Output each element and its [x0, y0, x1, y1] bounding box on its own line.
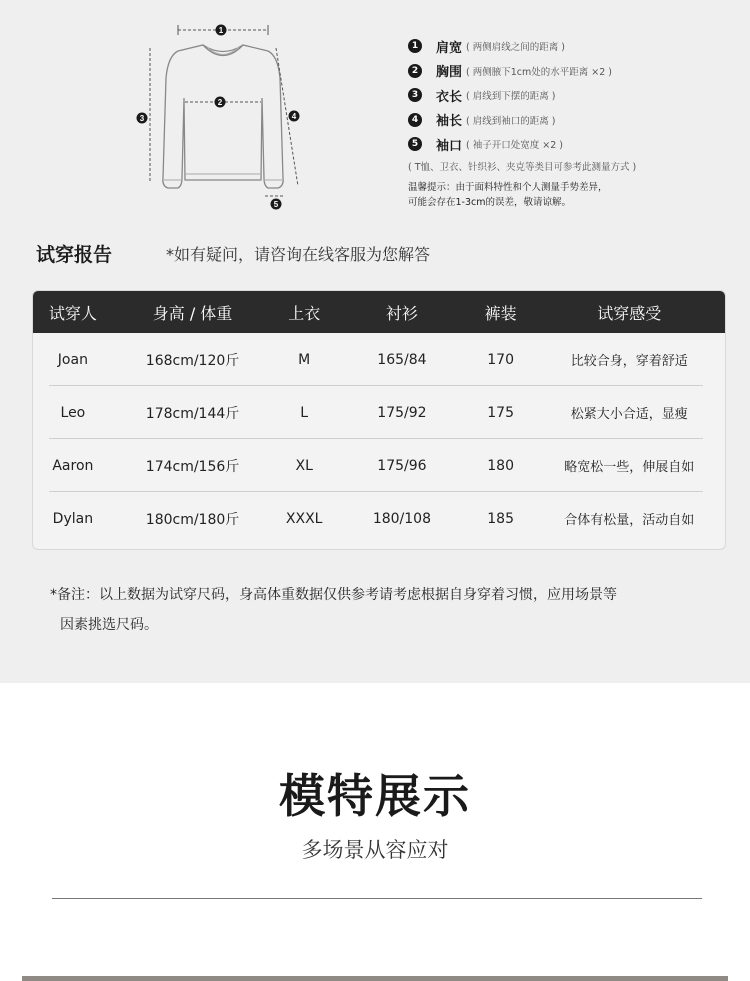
column-header: 试穿人 [48, 303, 97, 323]
fitting-report-table [32, 290, 726, 550]
table-cell: 180/108 [372, 510, 431, 527]
table-row [33, 333, 725, 386]
legend-desc: ( 两侧腋下1cm处的水平距离 ×2 ) [466, 66, 613, 78]
legend-name: 袖长 [436, 114, 463, 130]
remark-note [50, 580, 710, 640]
table-cell: 175/96 [377, 457, 427, 474]
table-cell: Joan [57, 351, 88, 368]
table-cell: 175/92 [377, 404, 427, 421]
table-cell: L [300, 404, 309, 421]
model-showcase-subtitle: 多场景从容应对 [301, 838, 449, 862]
table-cell: 174cm/156斤 [145, 458, 240, 475]
legend-item-chest [408, 59, 738, 84]
tip-line: 温馨提示：由于面料特性和个人测量手势差异， [408, 182, 608, 193]
table-cell: 比较合身，穿着舒适 [570, 354, 688, 369]
legend-item-length [408, 83, 738, 108]
measurement-tip [408, 180, 608, 210]
legend-item-cuff [408, 132, 738, 157]
table-cell: 165/84 [377, 351, 427, 368]
sweater-measurement-diagram [128, 18, 318, 218]
legend-item-sleeve [408, 108, 738, 133]
legend-desc: ( 肩线到袖口的距离 ) [466, 115, 556, 127]
table-row [33, 386, 725, 439]
svg-text:1: 1 [218, 26, 224, 35]
table-cell: 168cm/120斤 [145, 352, 240, 369]
column-header: 裤装 [484, 303, 517, 323]
table-cell: 合体有松量，活动自如 [564, 513, 695, 528]
report-subtitle: *如有疑问，请咨询在线客服为您解答 [166, 245, 431, 264]
svg-text:2: 2 [217, 98, 223, 107]
column-header: 试穿感受 [597, 303, 662, 323]
number-badge: 5 [408, 137, 422, 151]
table-cell: 178cm/144斤 [145, 405, 240, 422]
report-title: 试穿报告 [36, 244, 113, 266]
number-badge: 1 [408, 39, 422, 53]
table-cell: Dylan [52, 510, 94, 527]
measurement-legend [408, 34, 738, 173]
svg-text:3: 3 [139, 114, 145, 123]
photo-top-edge [22, 976, 728, 981]
column-header: 上衣 [288, 303, 321, 323]
table-cell: M [298, 351, 311, 368]
table-cell: 松紧大小合适，显瘦 [570, 407, 688, 422]
remark-line: *备注：以上数据为试穿尺码，身高体重数据仅供参考请考虑根据自身穿着习惯，应用场景等 [50, 587, 617, 603]
number-badge: 2 [408, 64, 422, 78]
table-cell: 略宽松一些，伸展自如 [564, 460, 695, 475]
table-cell: Leo [60, 404, 86, 421]
svg-text:5: 5 [273, 200, 279, 209]
column-header: 身高 / 体重 [152, 303, 233, 323]
column-header: 衬衫 [385, 303, 418, 323]
tip-line: 可能会存在1-3cm的误差，敬请谅解。 [408, 197, 571, 208]
number-badge: 4 [408, 113, 422, 127]
table-cell: XL [295, 457, 313, 474]
remark-line: 因素挑选尺码。 [60, 617, 158, 633]
table-body [33, 333, 725, 545]
table-row [33, 439, 725, 492]
table-row [33, 492, 725, 545]
divider [52, 898, 702, 899]
legend-name: 胸围 [436, 65, 463, 81]
table-cell: 175 [487, 404, 514, 421]
table-cell: 170 [487, 351, 514, 368]
legend-name: 衣长 [436, 89, 463, 105]
model-showcase-title: 模特展示 [279, 769, 471, 823]
legend-name: 肩宽 [436, 40, 463, 56]
legend-name: 袖口 [436, 138, 463, 154]
legend-desc: ( 袖子开口处宽度 ×2 ) [466, 140, 563, 152]
legend-desc: ( 肩线到下摆的距离 ) [466, 91, 556, 103]
legend-desc: ( 两侧肩线之间的距离 ) [466, 42, 565, 54]
table-cell: Aaron [52, 457, 94, 474]
table-cell: 185 [487, 510, 514, 527]
table-cell: 180 [487, 457, 514, 474]
table-cell: 180cm/180斤 [145, 511, 240, 528]
measurement-note: ( T恤、卫衣、针织衫、夹克等类目可参考此测量方式 ) [408, 161, 637, 173]
table-header [33, 291, 725, 333]
svg-text:4: 4 [291, 112, 297, 121]
number-badge: 3 [408, 88, 422, 102]
legend-item-shoulder [408, 34, 738, 59]
table-cell: XXXL [285, 510, 323, 527]
